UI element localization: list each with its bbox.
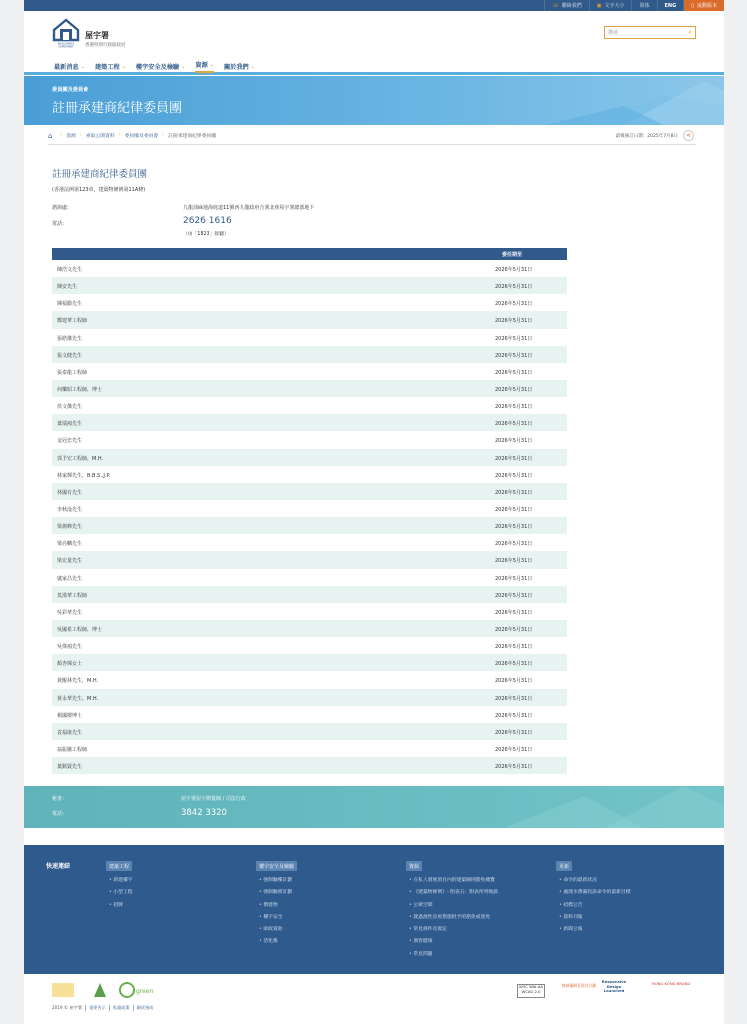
page-title: 註冊承建商紀律委員團 [52, 169, 148, 180]
member-name: 吳彩華先生 [57, 609, 83, 616]
partner-logo-3[interactable] [120, 983, 134, 997]
term-end-date: 2026年5月31日 [495, 386, 533, 393]
chevron-down-icon: ⌄ [250, 63, 255, 70]
banner-section-label: 委員團及委員會 [52, 87, 89, 93]
table-row [52, 586, 567, 603]
table-row [52, 671, 567, 688]
footer-column-building-safety [256, 861, 297, 950]
website-guide-link[interactable]: 網頁指南 [133, 1005, 157, 1011]
footer-link[interactable]: • 招牌 [106, 901, 133, 913]
partner-logo-2[interactable] [94, 983, 106, 997]
contact-tel-value[interactable]: 3842 3320 [181, 808, 227, 818]
contact-us-link[interactable]: ☏ 聯絡我們 [544, 0, 588, 11]
hong-kong-brand-logo[interactable]: HONG KONG BRAND [651, 981, 691, 986]
member-name: 莫漢華工程師 [57, 592, 88, 599]
text-size-link[interactable]: ▣ 文字大小 [589, 0, 632, 11]
term-end-date: 2026年5月31日 [495, 558, 533, 565]
simplified-chinese-link[interactable]: 简体 [631, 0, 656, 11]
term-end-date: 2026年5月31日 [495, 301, 533, 308]
footer-column-title[interactable]: 建築工程 [106, 861, 132, 871]
table-row [52, 551, 567, 568]
telephone-number[interactable]: 2626 1616 [183, 216, 232, 226]
table-row [52, 294, 567, 311]
responsive-design-badge[interactable]: Responsive Design Launched [601, 979, 627, 994]
member-name: 翁振騰工程師 [57, 746, 88, 753]
member-name: 梁宏量先生 [57, 558, 83, 565]
table-row [52, 449, 567, 466]
footer-column-title[interactable]: 樓宇安全及檢驗 [256, 861, 297, 871]
footer-link[interactable]: • 活化舊 [256, 937, 297, 949]
term-end-date: 2026年5月31日 [495, 506, 533, 513]
copyright-text: 2019 © 屋宇署 [52, 1005, 83, 1010]
term-end-date: 2026年5月31日 [495, 352, 533, 359]
table-row [52, 534, 567, 551]
term-end-date: 2026年5月31日 [495, 541, 533, 548]
table-row [52, 380, 567, 397]
telephone-label: 電話： [52, 221, 68, 227]
term-end-date: 2026年5月31日 [495, 335, 533, 342]
search-input[interactable]: 搜尋 ⌕ [604, 26, 696, 39]
footer-link[interactable]: • 就過渡性房屋措施批予的豁免或寬免 [406, 913, 498, 925]
term-end-date: 2026年5月31日 [495, 472, 533, 479]
member-name: 吳國希工程師，博士 [57, 626, 103, 633]
footer-link[interactable]: • 《建築物條例》- 附表五：附表所列地區 [406, 888, 498, 900]
breadcrumb-item-current: 註冊承建商紀律委員團 [168, 134, 217, 139]
term-end-date: 2026年5月31日 [495, 489, 533, 496]
nav-item-news[interactable]: 最新消息 ⌄ [54, 63, 85, 71]
footer-link[interactable]: • 強制驗樓計劃 [256, 876, 297, 888]
legal-links [52, 1005, 156, 1011]
table-row [52, 397, 567, 414]
table-row [52, 260, 567, 277]
member-name: 陳浩文先生 [57, 267, 83, 273]
footer-link[interactable]: • 常見問題 [406, 950, 498, 962]
member-name: 侯文傑先生 [57, 404, 83, 411]
term-end-date: 2026年5月31日 [495, 661, 533, 668]
term-end-date: 2026年5月31日 [495, 404, 533, 411]
member-name: 李秋淦先生 [57, 506, 83, 513]
share-icon[interactable]: ⋖ [683, 130, 694, 141]
table-row [52, 500, 567, 517]
member-name: 顏杏嫦女士 [57, 661, 83, 668]
nav-item-building-works[interactable]: 建築工程 ⌄ [94, 63, 126, 71]
quick-links-heading: 快速連結 [46, 863, 71, 870]
table-row [52, 740, 567, 757]
footer-link[interactable]: • 樓宇安全 [256, 913, 297, 925]
page-subtitle: (香港法例第123章，建築物條例第11A條) [52, 187, 146, 193]
nav-item-about-us[interactable]: 關於我們 ⌄ [224, 63, 255, 71]
member-name: 何樂昭工程師，博士 [57, 386, 103, 393]
footer-link[interactable]: • 處理水滲漏投訴命令的最新目標 [556, 888, 631, 900]
footer-link[interactable]: • 資料刊報 [556, 913, 631, 925]
term-end-date: 2026年5月31日 [495, 369, 533, 376]
term-end-date: 2026年5月31日 [495, 267, 533, 273]
term-end-date: 2026年5月31日 [495, 626, 533, 633]
members-table [52, 248, 567, 774]
nav-item-resources[interactable]: 資源 ⌄ [195, 60, 214, 73]
footer-column-building-works [106, 861, 133, 913]
footer-link[interactable]: • 強制驗窗計劃 [256, 888, 297, 900]
table-row [52, 569, 567, 586]
member-name: 張泰龍工程師 [57, 369, 88, 376]
footer-link[interactable]: • 小型工程 [106, 888, 133, 900]
member-name: 郭予宏工程師，M.H. [57, 455, 104, 462]
table-body [52, 260, 567, 774]
breadcrumb-item-panels[interactable]: 委員團及委員會 [124, 134, 159, 139]
member-name: 梁劍峰先生 [57, 524, 83, 531]
table-row [52, 654, 567, 671]
footer-link[interactable]: • 新聞公報 [556, 925, 631, 937]
telephone-note: （由「1823」接聽） [183, 232, 229, 237]
table-row [52, 637, 567, 654]
svg-text:green: green [136, 988, 154, 995]
text-size-icon: ▣ [596, 2, 602, 9]
footer-link[interactable]: • 新建樓宇 [106, 876, 133, 888]
last-updated-date: 最後修訂日期：2025年7月8日 [615, 134, 678, 139]
breadcrumb-item-public-info[interactable]: 索取公開資料 [85, 134, 115, 139]
table-row [52, 603, 567, 620]
contact-tel-label: 電話： [52, 811, 68, 817]
footer-link[interactable]: • 財政資助 [256, 925, 297, 937]
main-navigation [54, 60, 265, 73]
member-name: 袁福康先生 [57, 729, 83, 736]
chevron-down-icon: ⌄ [121, 63, 126, 70]
term-end-date: 2026年5月31日 [495, 455, 533, 462]
member-name: 黃永華先生，M.H. [57, 695, 99, 702]
member-name: 鄭建華工程師 [57, 318, 88, 325]
table-row [52, 757, 567, 774]
secretary-contact-band [24, 786, 724, 828]
phone-icon: ☏ [552, 2, 559, 9]
table-row [52, 706, 567, 723]
footer-column-title[interactable]: 更新 [556, 861, 572, 871]
page-banner [24, 76, 724, 125]
privacy-policy-link[interactable]: 私隱政策 [109, 1005, 133, 1011]
member-name: 金冠忠先生 [57, 438, 83, 445]
chevron-down-icon: ⌄ [181, 63, 186, 70]
breadcrumb: ⌂ › 資源 › 索取公開資料 › 委員團及委員會 › 註冊承建商紀律委員團 最後修訂日期：2025年7月8日 ⋖ [48, 127, 696, 145]
table-row [52, 689, 567, 706]
footer-link[interactable]: • 常見條件及規定 [406, 925, 498, 937]
mobile-icon: ▯ [691, 2, 694, 9]
accessibility-badge[interactable]: 無障礙網頁嘉許計劃 [561, 983, 597, 988]
svg-text:BUILDINGS: BUILDINGS [57, 41, 75, 46]
bottom-bar [24, 974, 724, 1024]
term-end-date: 2026年5月31日 [495, 764, 533, 771]
member-name: 張文健先生 [57, 352, 83, 359]
term-end-date: 2026年5月31日 [495, 421, 533, 428]
chevron-down-icon: ⌄ [209, 61, 214, 68]
table-row [52, 329, 567, 346]
table-row [52, 483, 567, 500]
member-name: 陳福勤先生 [57, 301, 83, 308]
term-end-date: 2026年5月31日 [495, 609, 533, 616]
member-name: 張皓傑先生 [57, 335, 83, 342]
table-row [52, 620, 567, 637]
term-end-date: 2026年5月31日 [495, 746, 533, 753]
table-row [52, 277, 567, 294]
nav-item-building-safety[interactable]: 樓宇安全及檢驗 ⌄ [135, 63, 186, 71]
term-end-date: 2026年5月31日 [495, 284, 533, 291]
member-name: 吳偉鴻先生 [57, 644, 83, 651]
member-name: 林家輝先生，B.B.S.,J.P. [57, 472, 111, 479]
footer-link[interactable]: • 命令的最新狀況 [556, 876, 631, 888]
term-end-date: 2026年5月31日 [495, 318, 533, 325]
member-name: 葉瑞鴻先生 [57, 421, 83, 428]
member-name: 盧家昌先生 [57, 575, 83, 582]
partner-logo-1[interactable] [52, 983, 74, 997]
member-name: 葉銘賢先生 [57, 764, 83, 771]
top-utility-bar [24, 0, 724, 11]
term-end-date: 2026年5月31日 [495, 438, 533, 445]
svg-text:DEPARTMENT: DEPARTMENT [58, 45, 74, 48]
table-row [52, 346, 567, 363]
footer-link[interactable]: • 在私人發展項目內的建築圖則豁免總覽 [406, 876, 498, 888]
site-header [24, 11, 724, 75]
secretary-label: 秘書： [52, 796, 68, 802]
site-footer [24, 845, 724, 974]
term-end-date: 2026年5月31日 [495, 575, 533, 582]
term-end-date: 2026年5月31日 [495, 712, 533, 719]
address-value: 九龍油麻地海庭道11號西九龍政府合署北座屋宇署總部地下 [183, 205, 315, 211]
footer-column-title[interactable]: 資源 [406, 861, 422, 871]
term-end-date: 2026年5月31日 [495, 695, 533, 702]
home-icon[interactable]: ⌂ [48, 131, 53, 140]
term-end-date: 2026年5月31日 [495, 678, 533, 685]
english-link[interactable]: ENG [657, 0, 684, 11]
address-label: 諮詢處： [52, 205, 73, 211]
contact-band-decoration [24, 786, 724, 828]
term-column-header: 委任期至 [502, 252, 523, 258]
table-row [52, 466, 567, 483]
brand-name: 屋宇署 [85, 31, 109, 40]
banner-title: 註冊承建商紀律委員團 [52, 101, 183, 116]
table-row [52, 414, 567, 431]
table-header [52, 248, 567, 260]
table-row [52, 431, 567, 448]
term-end-date: 2026年5月31日 [495, 729, 533, 736]
term-end-date: 2026年5月31日 [495, 644, 533, 651]
footer-link[interactable]: • 康管健康 [406, 937, 498, 949]
buildings-department-logo[interactable] [52, 18, 80, 48]
partner-logos [52, 979, 172, 1001]
secretary-value: 屋宇署屋宇測量師 / 司法行政 [181, 796, 246, 802]
term-end-date: 2026年5月31日 [495, 592, 533, 599]
table-row [52, 311, 567, 328]
member-name: 梁亮麟先生 [57, 541, 83, 548]
footer-link[interactable]: • 僭建物 [256, 901, 297, 913]
term-end-date: 2026年5月31日 [495, 524, 533, 531]
table-row [52, 363, 567, 380]
footer-link[interactable]: • 招標公告 [556, 901, 631, 913]
important-notices-link[interactable]: 重要告示 [85, 1005, 109, 1011]
breadcrumb-item-resources[interactable]: 資源 [66, 134, 76, 139]
mobile-version-link[interactable]: ▯ 流動版本 [683, 0, 724, 11]
footer-link[interactable]: • 公眾空間 [406, 901, 498, 913]
member-name: 陳安先生 [57, 284, 78, 291]
member-name: 林國有先生 [57, 489, 83, 496]
member-name: 黃醒林先生，M.H. [57, 678, 99, 685]
table-row [52, 723, 567, 740]
search-icon[interactable]: ⌕ [688, 28, 692, 36]
footer-column-updates [556, 861, 631, 937]
brand-subtitle: 香港特別行政區政府 [85, 43, 126, 48]
footer-column-resources [406, 861, 498, 962]
member-name: 楊國樑博士 [57, 712, 83, 719]
table-row [52, 517, 567, 534]
w3c-wcag-badge[interactable]: W3C WAI-AA WCAG 2.0 [517, 984, 545, 998]
chevron-down-icon: ⌄ [80, 63, 85, 70]
